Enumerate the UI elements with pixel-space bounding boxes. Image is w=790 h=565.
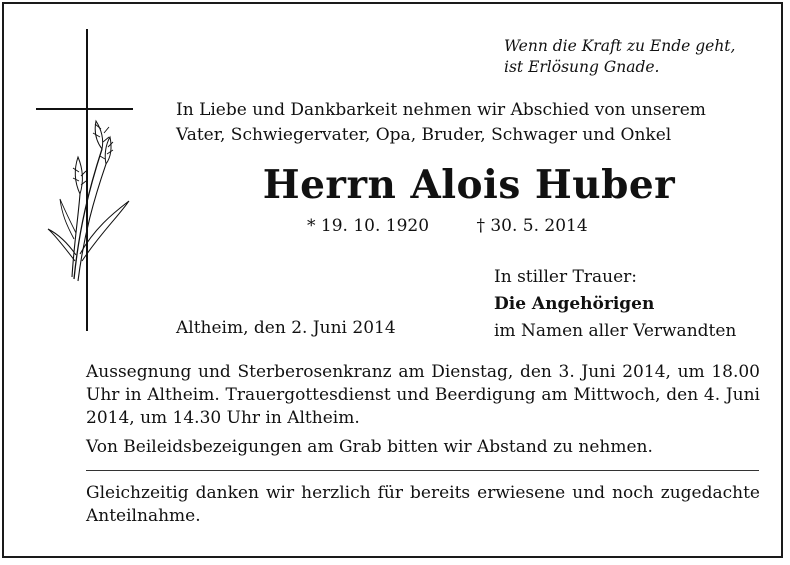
birth-date: * 19. 10. 1920 xyxy=(307,216,430,236)
life-dates xyxy=(307,216,588,236)
death-date: † 30. 5. 2014 xyxy=(476,216,588,236)
thanks-paragraph: Gleichzeitig danken wir herzlich für bereits erwiesene und noch zugedachte Anteilnahme. xyxy=(86,483,760,526)
relatives-heading: Die Angehörigen xyxy=(494,294,655,314)
intro-text xyxy=(176,98,706,148)
divider xyxy=(86,470,759,471)
motto xyxy=(504,36,764,78)
mourners-block xyxy=(494,264,736,345)
deceased-name: Herrn Alois Huber xyxy=(262,162,676,208)
intro-line: In Liebe und Dankbarkeit nehmen wir Abschied von unserem xyxy=(176,100,706,120)
cross-with-wheat-icon xyxy=(34,29,144,339)
mourning-line: im Namen aller Verwandten xyxy=(494,321,737,341)
obituary-card xyxy=(2,2,783,558)
motto-line: ist Erlösung Gnade. xyxy=(504,58,660,76)
funeral-paragraph: Aussegnung und Sterberosenkranz am Dienstag, den 3. Juni 2014, um 18.00 Uhr in Altheim. Trauergottesdienst und Beerdigung am Mittwoch, den 4. Juni 2014, um 14.30 Uhr in Altheim. xyxy=(86,362,760,428)
place-date: Altheim, den 2. Juni 2014 xyxy=(176,318,396,338)
mourning-line: In stiller Trauer: xyxy=(494,267,637,287)
motto-line: Wenn die Kraft zu Ende geht, xyxy=(504,37,736,55)
intro-line: Vater, Schwiegervater, Opa, Bruder, Schwager und Onkel xyxy=(176,125,672,145)
condolence-paragraph: Von Beileidsbezeigungen am Grab bitten wir Abstand zu nehmen. xyxy=(86,437,653,457)
